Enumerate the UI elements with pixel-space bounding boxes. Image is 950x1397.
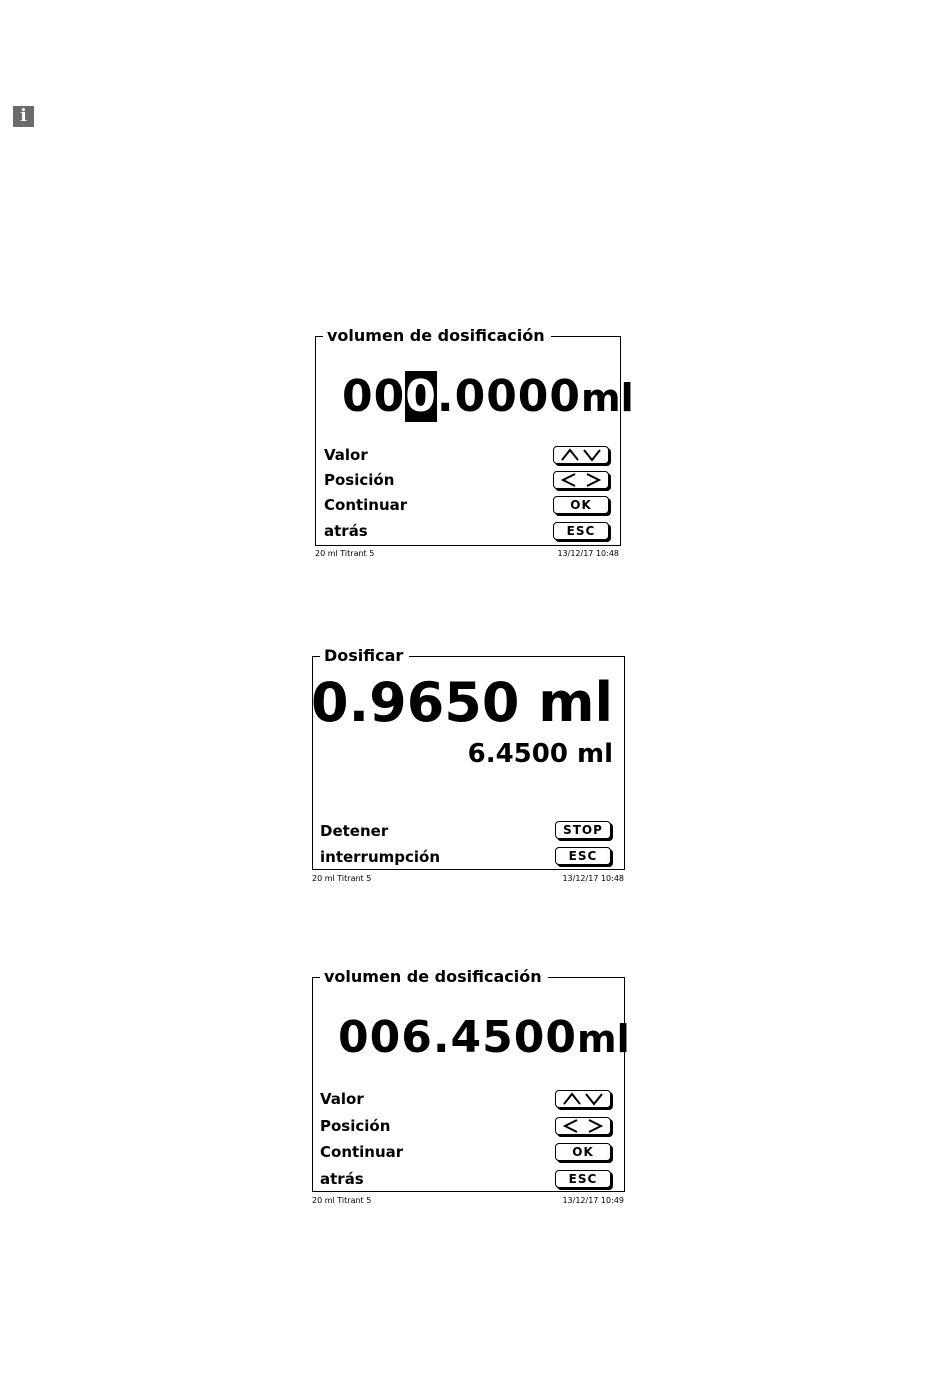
row-label-continue: Continuar xyxy=(320,1143,404,1161)
screen-title: volumen de dosificación xyxy=(323,327,551,345)
row-label-back: atrás xyxy=(324,522,368,540)
ok-key[interactable]: OK xyxy=(555,1143,611,1161)
volume-unit: ml xyxy=(581,376,634,420)
row-label-value: Valor xyxy=(324,446,368,464)
status-bar-datetime: 13/12/17 10:48 xyxy=(557,549,619,558)
esc-key[interactable]: ESC xyxy=(555,847,611,865)
dosing-volume-screen-1 xyxy=(315,326,634,562)
dosing-screen xyxy=(311,646,625,886)
up-down-key[interactable] xyxy=(555,1090,611,1108)
up-down-arrows-icon xyxy=(558,448,604,462)
up-down-key[interactable] xyxy=(553,446,609,464)
screen-title: Dosificar xyxy=(320,647,409,665)
volume-value-leading: 00 xyxy=(342,371,406,422)
row-label-position: Posición xyxy=(320,1117,391,1135)
status-bar-method: 20 ml Titrant 5 xyxy=(312,1196,372,1205)
status-bar-datetime: 13/12/17 10:48 xyxy=(562,874,624,883)
esc-key[interactable]: ESC xyxy=(555,1170,611,1188)
edit-cursor-digit[interactable]: 0 xyxy=(405,371,437,422)
row-label-value: Valor xyxy=(320,1090,364,1108)
screen-frame xyxy=(315,336,621,546)
esc-key[interactable]: ESC xyxy=(553,522,609,540)
volume-value-number: 006.4500 xyxy=(338,1012,578,1063)
row-label-back: atrás xyxy=(320,1170,364,1188)
volume-unit: ml xyxy=(577,1017,630,1061)
status-bar-method: 20 ml Titrant 5 xyxy=(315,549,375,558)
row-label-continue: Continuar xyxy=(324,496,408,514)
volume-value-trailing: .0000 xyxy=(436,371,582,422)
dosing-volume-screen-2 xyxy=(312,967,630,1207)
stop-key[interactable]: STOP xyxy=(555,821,611,839)
volume-value xyxy=(338,1013,630,1064)
left-right-arrows-icon xyxy=(558,473,604,487)
status-bar-datetime: 13/12/17 10:49 xyxy=(562,1196,624,1205)
row-label-stop: Detener xyxy=(320,822,389,840)
left-right-arrows-icon xyxy=(560,1119,606,1133)
row-label-position: Posición xyxy=(324,471,395,489)
total-volume: 6.4500 ml xyxy=(467,739,613,769)
info-icon: i xyxy=(13,106,34,127)
volume-value xyxy=(342,372,634,423)
screen-title: volumen de dosificación xyxy=(320,968,548,986)
dosed-volume: 0.9650 ml xyxy=(311,671,613,734)
up-down-arrows-icon xyxy=(560,1092,606,1106)
left-right-key[interactable] xyxy=(555,1117,611,1135)
ok-key[interactable]: OK xyxy=(553,496,609,514)
row-label-interrupt: interrumpción xyxy=(320,848,441,866)
status-bar-method: 20 ml Titrant 5 xyxy=(312,874,372,883)
left-right-key[interactable] xyxy=(553,471,609,489)
